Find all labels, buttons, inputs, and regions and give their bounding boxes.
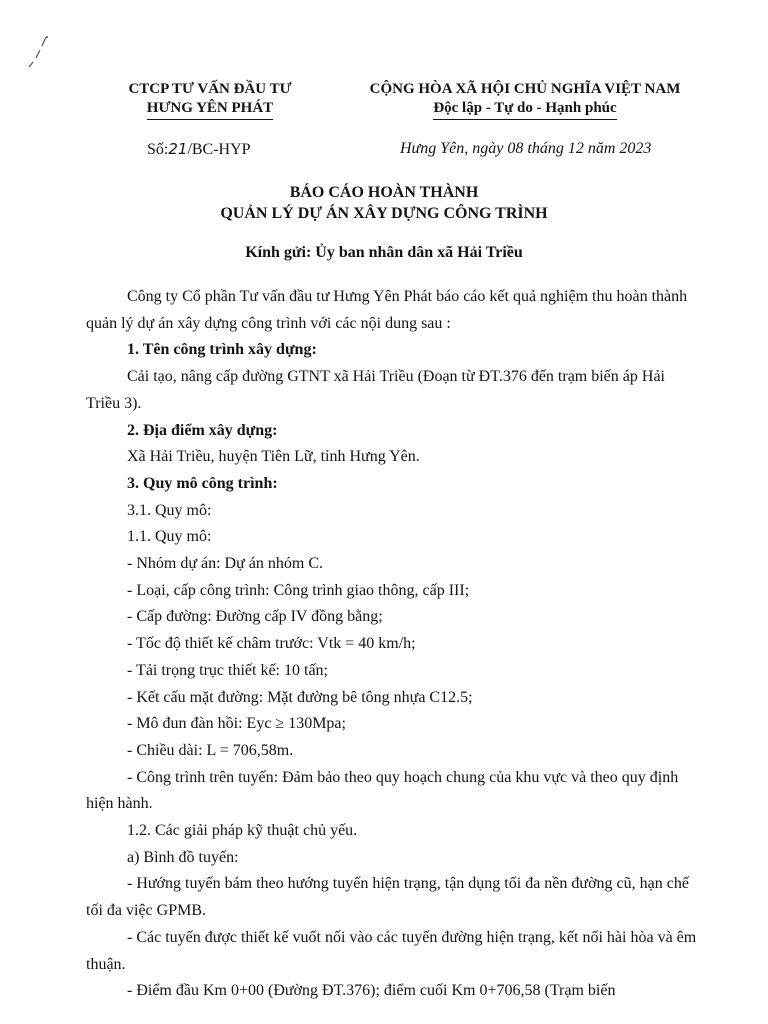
doc-no-suffix: /BC-HYP (187, 141, 251, 158)
section-heading: 1. Tên công trình xây dựng: (127, 341, 317, 359)
document-body (86, 284, 698, 1005)
body-paragraph: - Nhóm dự án: Dự án nhóm C. (127, 555, 323, 573)
recipient: Kính gửi: Ủy ban nhân dân xã Hải Triều (245, 244, 523, 261)
body-paragraph: - Mô đun đàn hồi: Eyc ≥ 130Mpa; (127, 715, 346, 733)
body-paragraph: a) Bình đồ tuyến: (127, 848, 239, 866)
pen-mark (22, 34, 52, 70)
doc-no-handwritten: 21 (168, 140, 188, 158)
section-heading: 3. Quy mô công trình: (127, 474, 278, 492)
body-paragraph: - Các tuyến được thiết kế vuốt nối vào các tuyến đường hiện trạng, kết nối hài hòa và êm thuận. (86, 928, 697, 973)
national-motto: Độc lập - Tự do - Hạnh phúc (433, 99, 616, 120)
body-paragraph: Công ty Cổ phần Tư vấn đầu tư Hưng Yên Phát báo cáo kết quả nghiệm thu hoàn thành quản lý dự án xây dựng công trình với các nội dung sau : (86, 288, 688, 332)
body-paragraph: 1.1. Quy mô: (127, 528, 212, 546)
body-paragraph: - Tốc độ thiết kế châm trước: Vtk = 40 km/h; (127, 635, 416, 653)
document-number (147, 140, 251, 159)
org-name-line2: HƯNG YÊN PHÁT (147, 99, 273, 120)
body-paragraph: Cải tạo, nâng cấp đường GTNT xã Hải Triều (Đoạn từ ĐT.376 đến trạm biến áp Hải Triều 3). (86, 368, 665, 412)
body-paragraph: - Điểm đầu Km 0+00 (Đường ĐT.376); điểm cuối Km 0+706,58 (Trạm biến (127, 982, 616, 1000)
body-paragraph: - Tải trọng trục thiết kế: 10 tấn; (127, 661, 328, 679)
body-paragraph: 3.1. Quy mô: (127, 501, 212, 519)
issuing-organization (110, 80, 310, 120)
body-paragraph: - Kết cấu mặt đường: Mặt đường bê tông nhựa C12.5; (127, 688, 473, 706)
place-and-date: Hưng Yên, ngày 08 tháng 12 năm 2023 (400, 140, 652, 157)
doc-no-prefix: Số: (147, 141, 169, 158)
nation-name: CỘNG HÒA XÃ HỘI CHỦ NGHĨA VIỆT NAM (369, 81, 681, 97)
body-paragraph: - Hướng tuyến bám theo hướng tuyến hiện trạng, tận dụng tối đa nền đường cũ, hạn chế tối đa việc GPMB. (86, 875, 689, 920)
body-paragraph: - Chiều dài: L = 706,58m. (127, 741, 294, 759)
body-paragraph: - Loại, cấp công trình: Công trình giao thông, cấp III; (127, 581, 470, 599)
body-paragraph: - Cấp đường: Đường cấp IV đồng bằng; (127, 608, 383, 626)
body-paragraph: 1.2. Các giải pháp kỹ thuật chủ yếu. (127, 822, 358, 840)
body-paragraph: Xã Hải Triều, huyện Tiên Lữ, tỉnh Hưng Yên. (127, 448, 420, 466)
document-title (0, 182, 768, 224)
body-paragraph: - Công trình trên tuyến: Đảm bảo theo quy hoạch chung của khu vực và theo quy định hiện hành. (86, 768, 679, 813)
national-header (340, 80, 710, 120)
org-name-line1: CTCP TƯ VẤN ĐẦU TƯ (128, 81, 292, 97)
title-line2: QUẢN LÝ DỰ ÁN XÂY DỰNG CÔNG TRÌNH (220, 205, 548, 222)
title-line1: BÁO CÁO HOÀN THÀNH (289, 184, 479, 201)
section-heading: 2. Địa điểm xây dựng: (127, 421, 278, 439)
